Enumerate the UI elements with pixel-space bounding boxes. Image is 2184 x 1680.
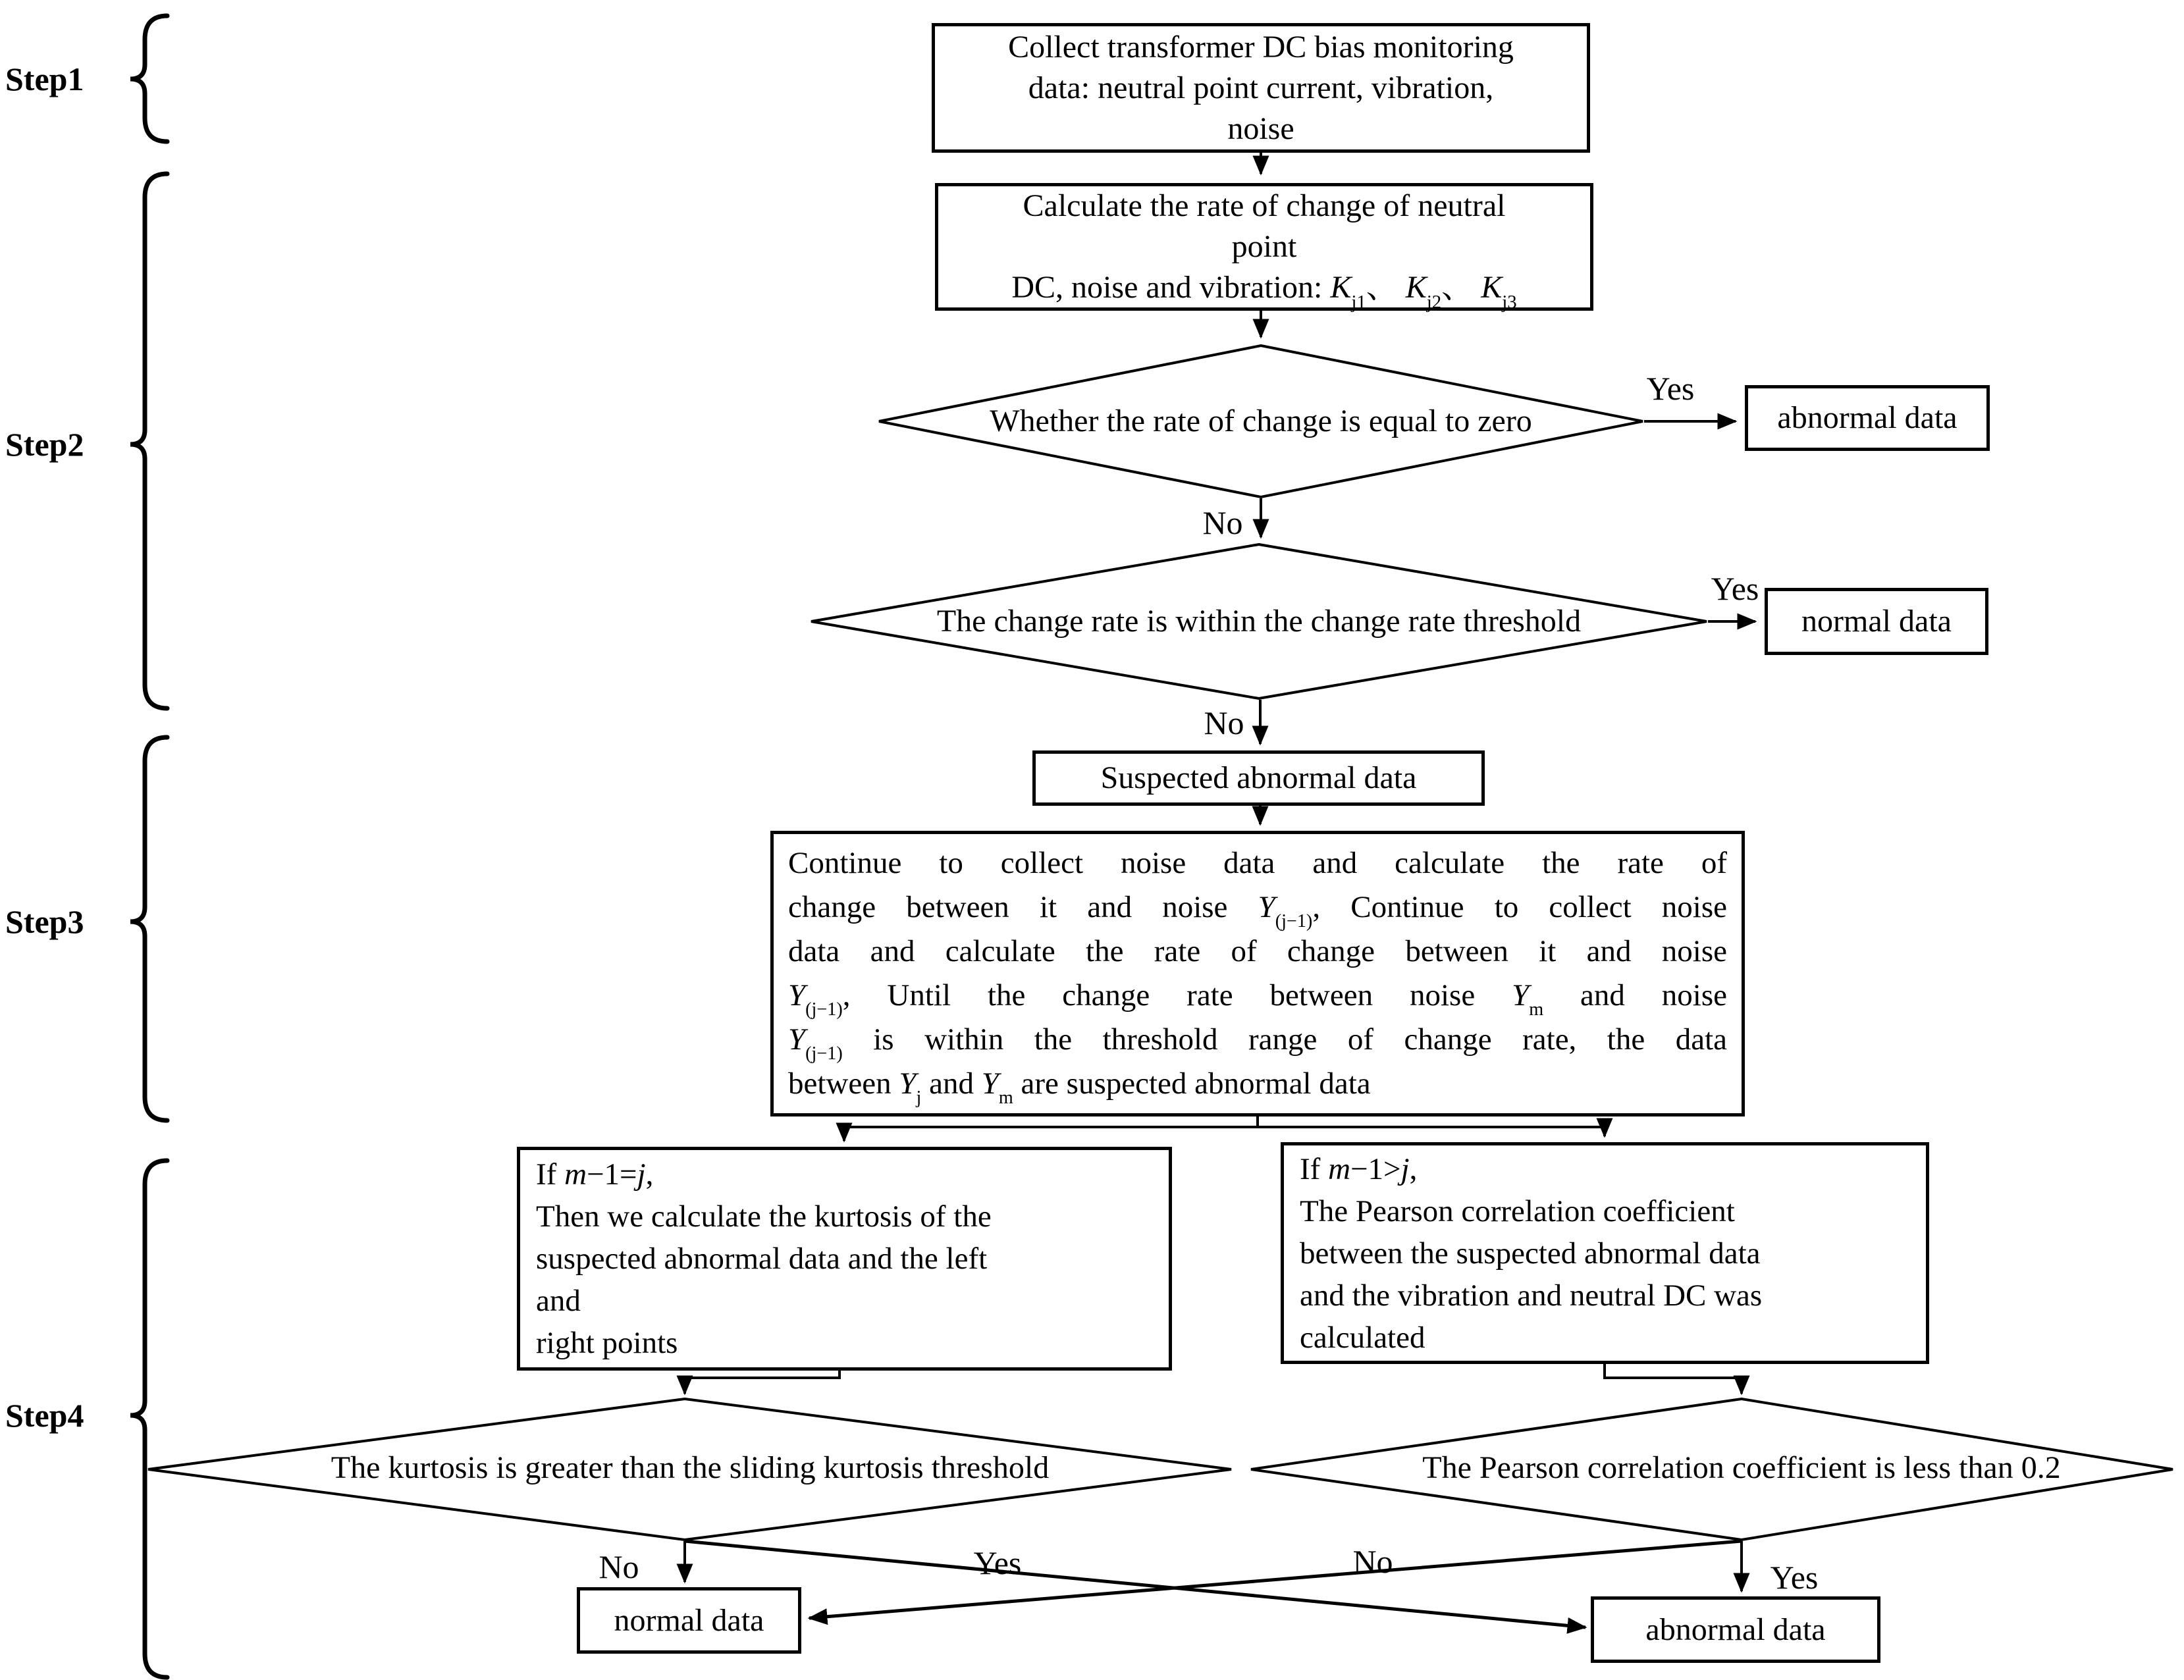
node-text-line: normal data — [1801, 604, 1952, 639]
edge-label-kurtosis-no: No — [599, 1548, 639, 1585]
flow-node-kurtosis-branch — [517, 1147, 1172, 1371]
node-text-line: noise — [1227, 111, 1294, 146]
node-text-line: abnormal data — [1777, 400, 1958, 435]
node-text-line: data: neutral point current, vibration, — [1028, 70, 1494, 105]
node-text-line: change between it and noise $Y_{(j-1)}$, Continue to collect noise — [788, 890, 1727, 932]
flow-node-abnormal-data-bottom — [1591, 1596, 1880, 1663]
flow-node-suspected-abnormal — [1032, 750, 1485, 806]
flow-node-normal-data-bottom — [577, 1587, 801, 1654]
node-text-line: If m−1>j, — [1300, 1151, 1418, 1186]
node-text-line: data and calculate the rate of change between it and noise — [788, 934, 1727, 968]
arrow-kurtosis-yes-to-abnormal — [685, 1541, 1585, 1627]
node-text-line: right points — [536, 1326, 678, 1360]
node-text-line: between the suspected abnormal data — [1300, 1236, 1761, 1271]
node-text-line: abnormal data — [1645, 1612, 1826, 1647]
decision-kurtosis-text: The kurtosis is greater than the sliding kurtosis threshold — [331, 1450, 1050, 1485]
step2-brace — [130, 174, 167, 708]
node-text-line: If m−1=j, — [536, 1157, 654, 1192]
edge-label-threshold-yes: Yes — [1711, 570, 1759, 607]
node-text-line: Continue to collect noise data and calculate the rate of — [788, 846, 1727, 880]
node-text-line: Calculate the rate of change of neutral — [1023, 188, 1506, 223]
step-label-4: Step4 — [5, 1397, 84, 1434]
decision-rate-zero-text: Whether the rate of change is equal to zero — [990, 404, 1532, 438]
edge-label-pearson-no: No — [1352, 1543, 1393, 1580]
flow-node-calc-rate — [935, 183, 1593, 311]
decision-rate-threshold-text: The change rate is within the change rate threshold — [936, 604, 1582, 639]
step4-brace — [130, 1161, 167, 1677]
decision-pearson-text: The Pearson correlation coefficient is less than 0.2 — [1422, 1450, 2061, 1485]
node-text-line: The Pearson correlation coefficient — [1300, 1194, 1735, 1228]
step1-brace — [130, 16, 167, 142]
edge-label-rate-zero-yes: Yes — [1646, 370, 1695, 407]
step-label-2: Step2 — [5, 426, 84, 463]
flow-node-normal-data-top — [1765, 588, 1988, 655]
edge-label-threshold-no: No — [1204, 704, 1244, 741]
node-text-line: Collect transformer DC bias monitoring — [1008, 29, 1514, 65]
node-text-line: $Y_{(j-1)}$, Until the change rate between noise $Y_m$ and noise — [788, 978, 1728, 1020]
edge-label-pearson-yes: Yes — [1770, 1559, 1819, 1596]
elbow-kurtosis-branch — [685, 1371, 839, 1378]
node-text-line: suspected abnormal data and the left — [536, 1242, 988, 1276]
step3-brace — [130, 737, 167, 1120]
node-text-line: DC, noise and vibration: $K_{j1}$、 $K_{j2}$、 $K_{j3}$ — [1011, 270, 1517, 313]
node-text-line: between $Y_j$ and $Y_m$ are suspected abnormal data — [788, 1066, 1371, 1109]
node-text-line: Then we calculate the kurtosis of the — [536, 1199, 992, 1234]
step-label-1: Step1 — [5, 61, 84, 97]
flow-node-continue-collect — [770, 831, 1745, 1116]
elbow-pearson-branch — [1605, 1364, 1742, 1378]
step-label-3: Step3 — [5, 903, 84, 940]
flow-node-abnormal-data-top — [1745, 385, 1990, 451]
node-text-line: and — [536, 1284, 581, 1318]
flow-node-collect-data — [932, 23, 1590, 153]
edge-label-kurtosis-yes: Yes — [973, 1544, 1022, 1581]
node-text-line: normal data — [614, 1602, 764, 1638]
node-text-line: Suspected abnormal data — [1100, 760, 1417, 795]
node-text-line: $Y_{(j-1)}$ is within the threshold range of change rate, the data — [788, 1022, 1727, 1064]
node-text-line: calculated — [1300, 1320, 1425, 1355]
node-text-line: point — [1231, 229, 1297, 264]
edge-label-rate-zero-no: No — [1202, 504, 1243, 541]
node-text-line: and the vibration and neutral DC was — [1300, 1278, 1763, 1313]
flow-node-pearson-branch — [1281, 1142, 1929, 1364]
